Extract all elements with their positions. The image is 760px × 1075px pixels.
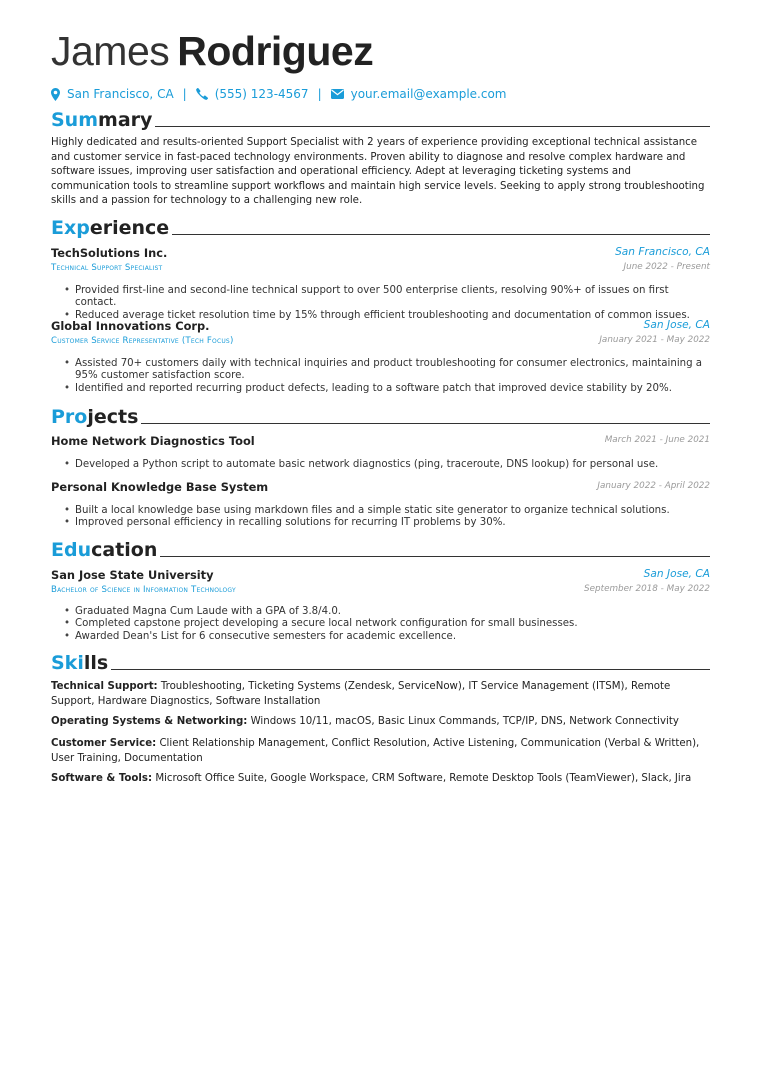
project-name: Home Network Diagnostics Tool (51, 434, 255, 448)
education-location: San Jose, CA (643, 568, 710, 580)
section-title-accent: Exp (51, 217, 90, 239)
project-bullets (64, 505, 712, 530)
first-name: James (51, 28, 170, 74)
map-marker-icon (51, 88, 60, 101)
project-dates: January 2022 - April 2022 (597, 481, 710, 491)
contact-location (51, 87, 174, 101)
section-divider (160, 556, 710, 557)
skill-value: Client Relationship Management, Conflict Resolution, Active Listening, Communication (Verbal & Written), User Training, Documentation (51, 738, 700, 764)
summary-text: Highly dedicated and results-oriented Support Specialist with 2 years of experience providing exceptional technical assistance and customer service in fast-paced technology environments. Proven ability to diagnose and resolve complex hardware and software issues, improving user satisfaction and operational efficiency. Adept at leveraging ticketing systems and communication tools to streamline support workflows and maintain high service levels. Seeking to apply strong troubleshooting skills and a passion for technology to a challenging new role. (51, 137, 705, 207)
skill-row (51, 715, 711, 730)
candidate-name (51, 28, 373, 78)
section-title-accent: Pro (51, 406, 88, 428)
last-name: Rodriguez (177, 28, 374, 74)
section-title-rest: cation (91, 539, 158, 561)
contact-row (51, 85, 507, 103)
section-divider (155, 126, 710, 127)
section-title-rest: mary (98, 109, 153, 131)
phone-text: (555) 123-4567 (214, 87, 309, 101)
skill-value: Troubleshooting, Ticketing Systems (Zendesk, ServiceNow), IT Service Management (ITSM), Remote Support, Hardware Diagnostics, Software Installation (51, 681, 671, 707)
list-item: • Identified and reported recurring product defects, leading to a software patch that improved device stability by 20%. (64, 383, 712, 395)
section-divider (172, 234, 710, 235)
section-divider (141, 423, 710, 424)
envelope-icon (331, 89, 344, 99)
education-bullets (64, 606, 712, 643)
section-title-accent: Edu (51, 539, 92, 561)
section-title (51, 406, 138, 428)
skill-value: Microsoft Office Suite, Google Workspace, CRM Software, Remote Desktop Tools (TeamViewer), Slack, Jira (155, 773, 692, 784)
section-title (51, 217, 169, 239)
experience-title: Technical Support Specialist (51, 263, 163, 273)
experience-location: San Jose, CA (643, 319, 710, 331)
contact-email[interactable] (331, 87, 507, 101)
section-skills-heading (51, 650, 710, 674)
education-degree: Bachelor of Science in Information Technology (51, 585, 236, 595)
section-title-accent: Sum (51, 109, 99, 131)
skill-label: Operating Systems & Networking: (51, 716, 248, 727)
list-item: • Awarded Dean's List for 6 consecutive semesters for academic excellence. (64, 631, 712, 643)
experience-company: Global Innovations Corp. (51, 319, 210, 333)
section-divider (111, 669, 710, 670)
list-item: • Improved personal efficiency in recalling solutions for recurring IT problems by 30%. (64, 517, 712, 529)
experience-title: Customer Service Representative (Tech Focus) (51, 336, 234, 346)
skill-row (51, 737, 711, 766)
skill-row (51, 680, 711, 709)
list-item: • Graduated Magna Cum Laude with a GPA of 3.8/4.0. (64, 606, 712, 618)
skill-value: Windows 10/11, macOS, Basic Linux Commands, TCP/IP, DNS, Network Connectivity (250, 716, 679, 727)
section-title-rest: erience (89, 217, 170, 239)
email-text: your.email@example.com (350, 87, 507, 101)
section-title-accent: Ski (51, 652, 84, 674)
contact-separator: | (317, 87, 322, 101)
skill-row (51, 772, 711, 787)
location-text: San Francisco, CA (67, 87, 174, 101)
phone-icon (196, 88, 208, 100)
section-education-heading (51, 537, 710, 561)
skill-label: Customer Service: (51, 738, 157, 749)
project-name: Personal Knowledge Base System (51, 480, 269, 494)
list-item: • Built a local knowledge base using markdown files and a simple static site generator to organize technical solutions. (64, 505, 712, 517)
list-item: • Developed a Python script to automate basic network diagnostics (ping, traceroute, DNS lookup) for personal use. (64, 459, 712, 471)
project-bullets (64, 459, 712, 471)
contact-separator: | (182, 87, 187, 101)
experience-location: San Francisco, CA (615, 246, 710, 258)
list-item: • Provided first-line and second-line technical support to over 500 enterprise clients, resolving 90%+ of issues on first contact. (64, 285, 712, 310)
experience-company: TechSolutions Inc. (51, 246, 168, 260)
experience-bullets (64, 358, 712, 395)
skill-label: Software & Tools: (51, 773, 153, 784)
education-school: San Jose State University (51, 568, 214, 582)
section-title (51, 652, 108, 674)
section-title (51, 539, 157, 561)
contact-phone[interactable] (196, 87, 309, 101)
project-dates: March 2021 - June 2021 (604, 435, 710, 445)
section-title-rest: lls (83, 652, 109, 674)
section-summary-heading (51, 107, 710, 131)
section-experience-heading (51, 215, 710, 239)
section-projects-heading (51, 404, 710, 428)
list-item: • Assisted 70+ customers daily with technical inquiries and product troubleshooting for consumer electronics, maintaining a 95% customer satisfaction score. (64, 358, 712, 383)
skill-label: Technical Support: (51, 681, 158, 692)
experience-dates: January 2021 - May 2022 (599, 335, 710, 345)
list-item: • Reduced average ticket resolution time by 15% through efficient troubleshooting and documentation of common issues. (64, 310, 712, 322)
list-item: • Completed capstone project developing a secure local network configuration for small businesses. (64, 618, 712, 630)
experience-dates: June 2022 - Present (623, 262, 710, 272)
education-dates: September 2018 - May 2022 (584, 584, 710, 594)
section-title (51, 109, 152, 131)
experience-bullets (64, 285, 712, 322)
section-title-rest: jects (87, 406, 139, 428)
